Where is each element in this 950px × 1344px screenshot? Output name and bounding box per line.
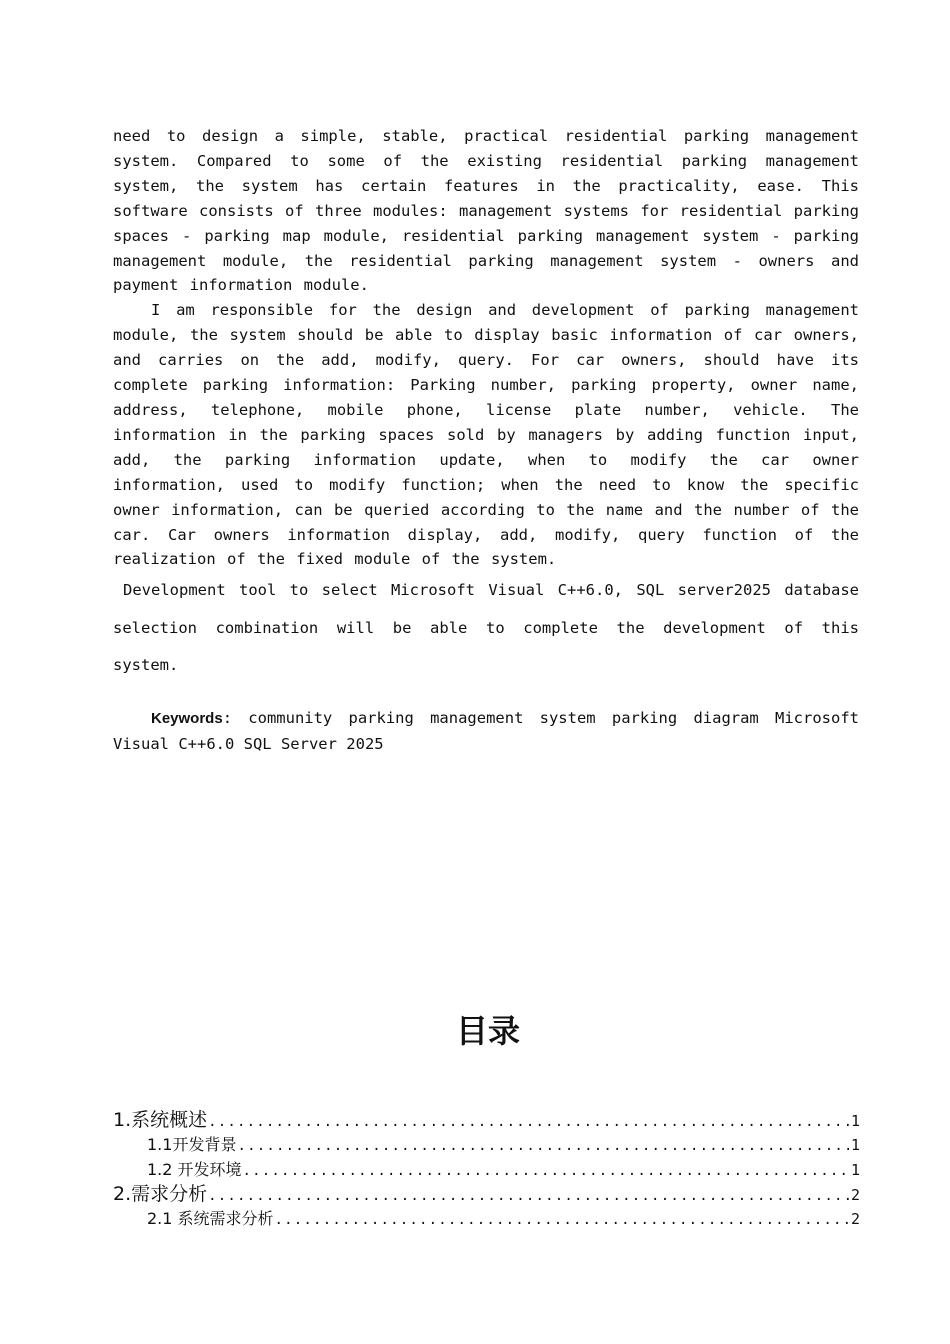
- keywords-text: : community parking management system parking diagram Microsoft Visual C++6.0 SQL Server 2025: [113, 709, 859, 753]
- toc-entry-text: 1.系统概述: [113, 1109, 208, 1131]
- toc-entry-2-1[interactable]: [113, 1207, 860, 1232]
- toc-entry-text: 2.1 系统需求分析: [147, 1209, 274, 1228]
- toc-entry-text: 1.1开发背景: [147, 1135, 237, 1154]
- toc-leader-dots: [274, 1208, 849, 1233]
- toc-entry-text: 1.2 开发环境: [147, 1159, 242, 1179]
- toc-entry-2[interactable]: [113, 1182, 860, 1207]
- abstract-paragraph-1: need to design a simple, stable, practical residential parking management system. Compared to some of the existing residential parking management system, the system has certain features in the practicality, ease. This software consists of three modules: management systems for residential parking spaces - parking map module, residential parking management system - parking management module, the residential parking management system - owners and payment information module.: [113, 127, 859, 295]
- toc-leader-dots: [242, 1159, 849, 1184]
- toc-page-number: 2: [850, 1186, 860, 1204]
- keywords-label: Keywords: [151, 710, 223, 727]
- toc-entry-1-2[interactable]: [113, 1158, 860, 1183]
- toc-page-number: 1: [850, 1160, 860, 1179]
- abstract-paragraph-2: I am responsible for the design and development of parking management module, the system should be able to display basic information of car owners, and carries on the add, modify, query. For car owners, should have its complete parking information: Parking number, parking property, owner name, address, telephone, mobile phone, license plate number, vehicle. The information in the parking spaces sold by managers by adding function input, add, the parking information update, when to modify the car owner information, used to modify function; when the need to know the specific owner information, can be queried according to the name and the number of the car. Car owners information display, add, modify, query function of the realization of the fixed module of the system.: [113, 301, 859, 569]
- toc-leader-dots: [207, 1110, 849, 1135]
- toc-leader-dots: [236, 1134, 849, 1159]
- toc-title: 目录: [455, 1012, 520, 1050]
- abstract-body: [113, 124, 859, 685]
- toc-page-number: 1: [850, 1136, 860, 1154]
- abstract-paragraph-3: Development tool to select Microsoft Visual C++6.0, SQL server2025 database selection combination will be able to complete the development of this system.: [113, 581, 859, 675]
- toc-entry-1[interactable]: [113, 1108, 860, 1133]
- table-of-contents: [113, 1108, 860, 1232]
- toc-page-number: 2: [850, 1210, 860, 1228]
- toc-entry-1-1[interactable]: [113, 1133, 860, 1158]
- toc-entry-text: 2.需求分析: [113, 1183, 208, 1205]
- keywords-line: [113, 706, 859, 757]
- toc-page-number: 1: [850, 1112, 860, 1130]
- toc-leader-dots: [207, 1184, 849, 1209]
